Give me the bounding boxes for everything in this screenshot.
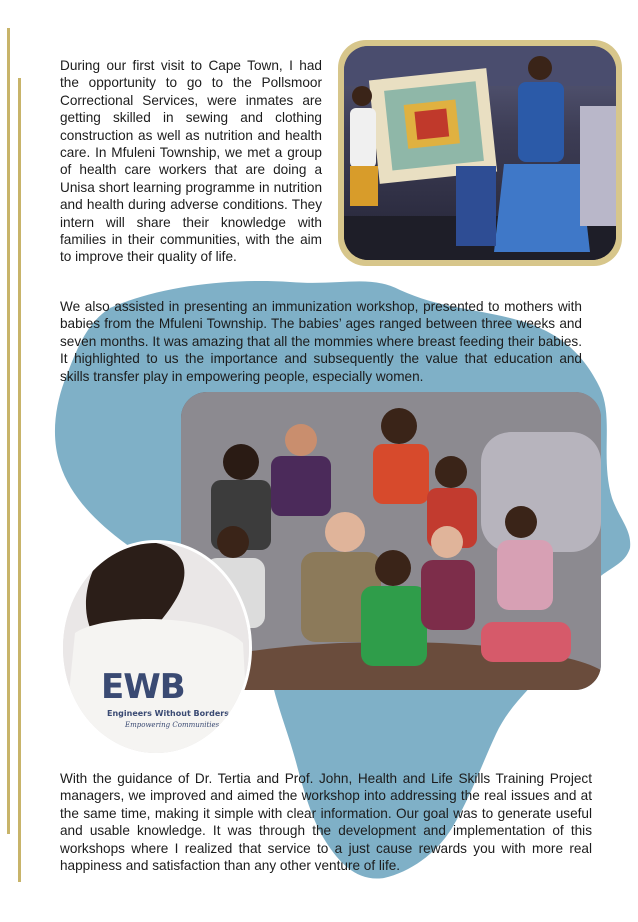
guidance-paragraph: With the guidance of Dr. Tertia and Prof. John, Health and Life Skills Training Project managers, we improved and aimed the workshop into addressing the real issues and at the same time, making it simple with clear information. Our goal was to generate useful and usable knowledge. It was through the development and implementation of this workshops where I realized that service to a just cause rewards you with more real happiness and satisfaction than any other venture of life. bbox=[60, 771, 592, 874]
gold-accent-bar-left bbox=[7, 28, 10, 834]
quilt-scene-illustration bbox=[344, 46, 616, 260]
photo-quilt-presentation bbox=[338, 40, 622, 266]
immunization-paragraph: We also assisted in presenting an immunization workshop, presented to mothers with babies from the Mfuleni Township. The babies’ ages ranged between three weeks and seven months. It was amazing that all the mommies where breast feeding their babies. It highlighted to us the importance and subsequently the value that education and skills transfer play in empowering people, especially women. bbox=[60, 299, 582, 384]
photo-ewb-shirt bbox=[60, 540, 252, 756]
gold-accent-bar-inner bbox=[18, 78, 21, 882]
ewb-shirt-text: Engineers Without Borders bbox=[107, 709, 229, 718]
ewb-shirt-logo: EWB bbox=[101, 667, 185, 707]
intro-paragraph: During our first visit to Cape Town, I had the opportunity to go to the Pollsmoor Correctional Services, were inmates are getting skilled in sewing and clothing construction as well as nutrition and health care. In Mfuleni Township, we met a group of health care workers that are doing a Unisa short learning programme in nutrition and health during adverse conditions. They intern will share their knowledge with families in their communities, with the aim to improve their quality of life. bbox=[60, 58, 322, 265]
ewb-shirt-subtext: Empowering Communities bbox=[125, 721, 220, 729]
